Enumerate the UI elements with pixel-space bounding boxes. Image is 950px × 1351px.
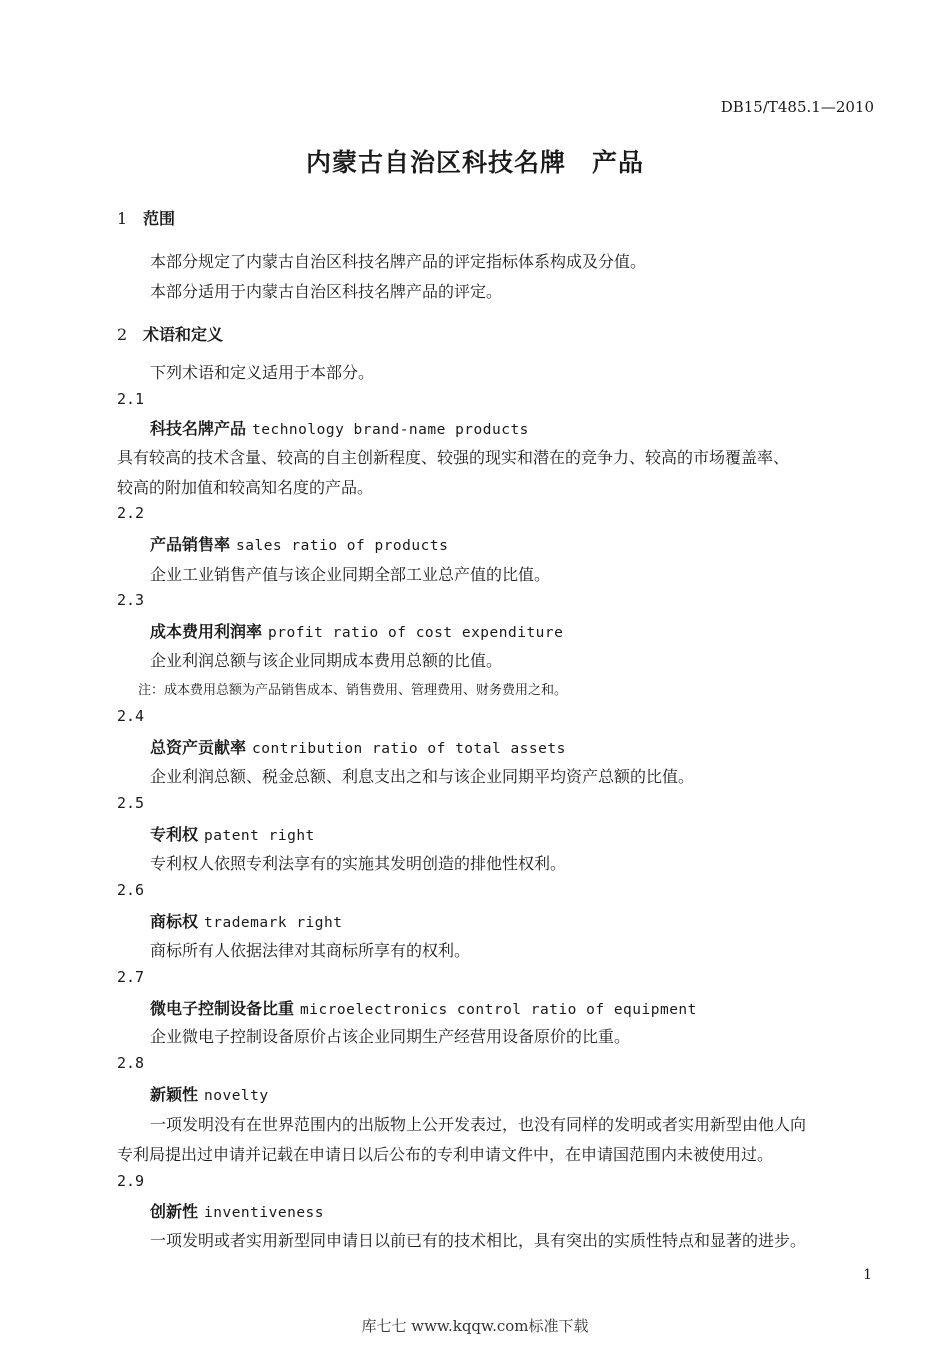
clause-number: 2.6 (117, 881, 145, 899)
definition: 较高的附加值和较高知名度的产品。 (117, 478, 374, 497)
term-zh: 微电子控制设备比重 (150, 999, 295, 1018)
section-title: 术语和定义 (143, 325, 224, 344)
term-heading (150, 735, 566, 758)
section-number: 2 (117, 325, 128, 344)
term-zh: 创新性 (150, 1202, 199, 1221)
definition: 商标所有人依据法律对其商标所享有的权利。 (150, 941, 471, 960)
paragraph: 下列术语和定义适用于本部分。 (150, 363, 375, 382)
term-heading (150, 416, 529, 439)
term-heading (150, 1199, 324, 1222)
term-en: novelty (204, 1088, 269, 1104)
definition: 专利权人依照专利法享有的实施其发明创造的排他性权利。 (150, 854, 567, 873)
term-en: trademark right (204, 915, 343, 931)
clause-number: 2.7 (117, 968, 145, 986)
footer-watermark[interactable]: 库七七 www.kqqw.com标准下载 (361, 1317, 589, 1335)
clause-number: 2.3 (117, 591, 145, 609)
clause-number: 2.1 (117, 390, 145, 408)
term-zh: 新颖性 (150, 1085, 199, 1104)
term-zh: 总资产贡献率 (150, 738, 247, 757)
clause-number: 2.4 (117, 707, 145, 725)
section-1-heading (117, 206, 175, 229)
definition: 企业工业销售产值与该企业同期全部工业总产值的比值。 (150, 565, 551, 584)
term-en: technology brand-name products (252, 422, 529, 438)
definition: 一项发明或者实用新型同申请日以前已有的技术相比，具有突出的实质性特点和显著的进步。 (150, 1231, 807, 1250)
term-heading (150, 1082, 269, 1105)
term-en: sales ratio of products (236, 538, 449, 554)
page-number: 1 (863, 1267, 872, 1283)
term-zh: 科技名牌产品 (150, 419, 247, 438)
definition: 企业利润总额与该企业同期成本费用总额的比值。 (150, 651, 503, 670)
definition: 企业利润总额、税金总额、利息支出之和与该企业同期平均资产总额的比值。 (150, 767, 695, 786)
section-2-heading (117, 322, 223, 345)
term-en: inventiveness (204, 1205, 325, 1221)
paragraph: 本部分适用于内蒙古自治区科技名牌产品的评定。 (150, 282, 503, 301)
term-zh: 商标权 (150, 912, 199, 931)
note: 注：成本费用总额为产品销售成本、销售费用、管理费用、财务费用之和。 (138, 683, 568, 698)
term-zh: 成本费用利润率 (150, 622, 263, 641)
term-zh: 专利权 (150, 825, 199, 844)
document-title: 内蒙古自治区科技名牌 产品 (305, 148, 644, 177)
clause-number: 2.9 (117, 1172, 145, 1190)
definition: 企业微电子控制设备原价占该企业同期生产经营用设备原价的比重。 (150, 1027, 631, 1046)
definition: 具有较高的技术含量、较高的自主创新程度、较强的现实和潜在的竞争力、较高的市场覆盖率、 (117, 448, 790, 467)
term-heading (150, 996, 697, 1019)
term-heading (150, 532, 448, 555)
term-en: patent right (204, 828, 315, 844)
term-en: profit ratio of cost expenditure (268, 625, 564, 641)
section-number: 1 (117, 209, 128, 228)
section-title: 范围 (143, 209, 176, 228)
term-heading (150, 909, 342, 932)
paragraph: 本部分规定了内蒙古自治区科技名牌产品的评定指标体系构成及分值。 (150, 252, 647, 271)
clause-number: 2.2 (117, 504, 145, 522)
term-zh: 产品销售率 (150, 535, 231, 554)
term-heading (150, 822, 315, 845)
term-heading (150, 619, 563, 642)
definition: 专利局提出过申请并记载在申请日以后公布的专利申请文件中，在申请国范围内未被使用过。 (117, 1145, 774, 1164)
term-en: contribution ratio of total assets (252, 741, 566, 757)
clause-number: 2.5 (117, 794, 145, 812)
term-en: microelectronics control ratio of equipment (300, 1002, 697, 1018)
clause-number: 2.8 (117, 1054, 145, 1072)
definition: 一项发明没有在世界范围内的出版物上公开发表过，也没有同样的发明或者实用新型由他人向 (150, 1115, 807, 1134)
document-code: DB15/T485.1—2010 (720, 98, 874, 116)
